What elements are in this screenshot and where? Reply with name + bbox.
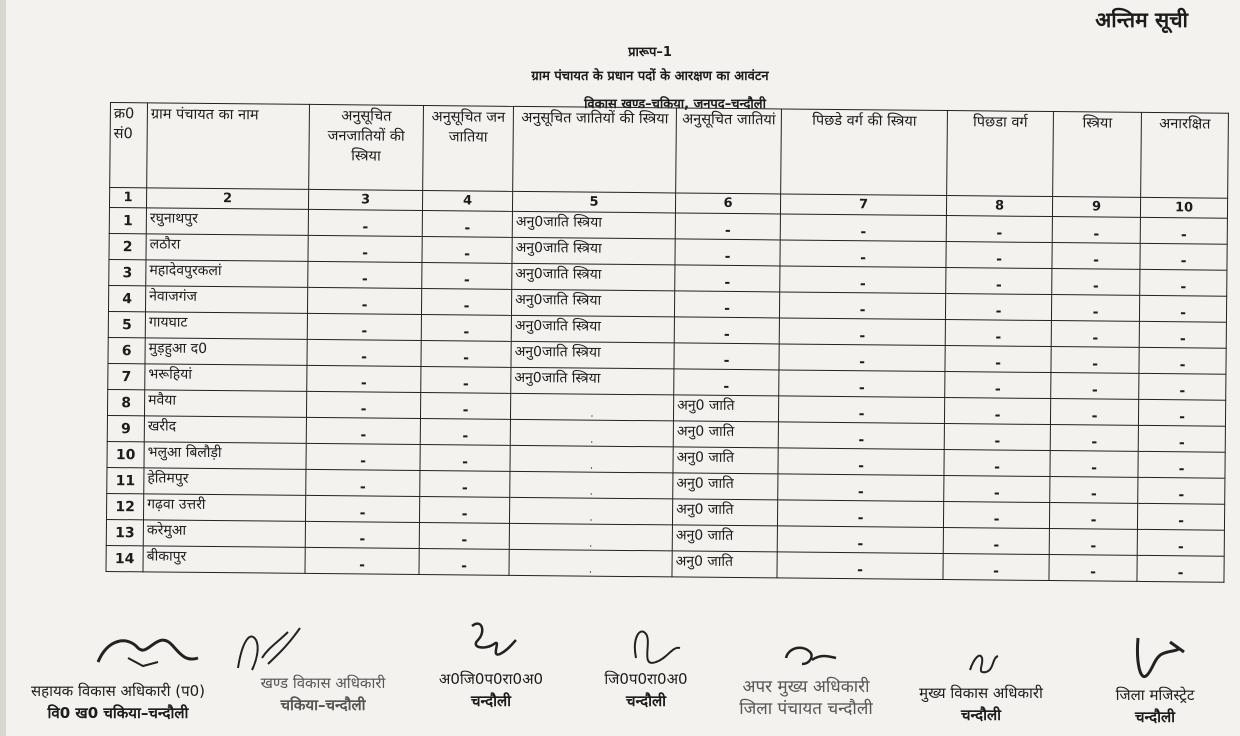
- cell-sc: अनु0 जाति: [672, 525, 777, 552]
- cell-st: -: [419, 548, 509, 575]
- cell-obc: -: [943, 528, 1049, 555]
- cell-women: -: [1051, 373, 1139, 400]
- col-number: 5: [512, 191, 675, 213]
- handwritten-signature-icon: [1080, 618, 1081, 619]
- table-body: [106, 207, 1227, 582]
- cell-st: -: [420, 418, 510, 445]
- col-number: 4: [422, 191, 512, 212]
- row-serial-number: 9: [107, 415, 144, 441]
- row-serial-number: 3: [109, 259, 146, 285]
- cell-sc-women: .: [510, 419, 673, 447]
- row-serial-number: 6: [108, 337, 145, 363]
- signatory-office: चन्दौली: [470, 692, 512, 710]
- signature-bdo: [228, 618, 418, 716]
- cell-sc: अनु0 जाति: [673, 421, 778, 448]
- col-header-obc-women: पिछडे वर्ग की स्त्रिया: [781, 109, 948, 196]
- gram-panchayat-name: गायघाट: [145, 312, 307, 340]
- cell-unreserved: -: [1140, 217, 1227, 244]
- cell-sc-women: .: [509, 523, 672, 551]
- gram-panchayat-name: मुड़हुआ द0: [145, 338, 307, 366]
- cell-obc-women: -: [779, 318, 945, 346]
- cell-sc: अनु0 जाति: [672, 499, 777, 526]
- cell-sc-women: अनु0जाति स्त्रिया: [511, 341, 674, 369]
- cell-sc-women: अनु0जाति स्त्रिया: [512, 211, 675, 239]
- signatory-designation: अपर मुख्य अधिकारी: [742, 677, 870, 697]
- signatory-designation: मुख्य विकास अधिकारी: [919, 684, 1043, 702]
- signature-district-magistrate: [1080, 618, 1230, 728]
- cell-unreserved: -: [1139, 347, 1226, 374]
- cell-women: -: [1050, 477, 1138, 504]
- cell-unreserved: -: [1137, 529, 1224, 556]
- cell-women: -: [1052, 243, 1140, 270]
- cell-obc-women: -: [780, 266, 946, 294]
- cell-st: -: [422, 263, 512, 290]
- cell-st: -: [422, 237, 512, 264]
- cell-sc: -: [674, 343, 779, 370]
- cell-unreserved: -: [1138, 477, 1225, 504]
- row-serial-number: 7: [108, 363, 145, 389]
- cell-obc-women: -: [778, 474, 944, 502]
- cell-sc: -: [674, 317, 779, 344]
- cell-obc-women: -: [777, 526, 943, 554]
- cell-obc: -: [945, 320, 1051, 347]
- cell-unreserved: -: [1139, 295, 1226, 322]
- signatory-office: चन्दौली: [1134, 708, 1176, 726]
- cell-obc: -: [943, 554, 1049, 581]
- cell-women: -: [1050, 425, 1138, 452]
- col-header-sc: अनुसूचित जातियां: [676, 108, 782, 194]
- cell-obc: -: [946, 268, 1052, 295]
- row-serial-number: 13: [106, 519, 143, 545]
- signatory-designation: खण्ड विकास अधिकारी: [260, 674, 386, 692]
- reservation-table: [105, 102, 1228, 583]
- cell-women: -: [1051, 321, 1139, 348]
- cell-obc-women: -: [778, 422, 944, 450]
- cell-st-women: -: [307, 313, 421, 340]
- cell-unreserved: -: [1137, 503, 1224, 530]
- signature-cdo: [896, 618, 1066, 726]
- cell-st-women: -: [305, 547, 419, 574]
- cell-st-women: -: [306, 417, 420, 444]
- cell-unreserved: -: [1138, 425, 1225, 452]
- cell-st-women: -: [308, 209, 422, 236]
- row-serial-number: 1: [109, 207, 146, 233]
- cell-sc-women: .: [509, 497, 672, 525]
- cell-unreserved: -: [1137, 555, 1224, 582]
- cell-sc-women: अनु0जाति स्त्रिया: [511, 367, 674, 395]
- cell-st-women: -: [306, 391, 420, 418]
- col-number: 2: [146, 188, 308, 210]
- row-serial-number: 11: [107, 467, 144, 493]
- signature-additional-cmo: [716, 618, 896, 720]
- handwritten-signature-icon: [416, 618, 417, 619]
- cell-women: -: [1052, 217, 1140, 244]
- col-header-sn: क्र0 सं0: [110, 103, 148, 188]
- gram-panchayat-name: करेमुआ: [143, 520, 305, 548]
- cell-st: -: [422, 211, 512, 238]
- gram-panchayat-name: लठौरा: [146, 234, 308, 262]
- row-serial-number: 5: [108, 311, 145, 337]
- col-header-obc: पिछडा वर्ग: [947, 111, 1054, 197]
- cell-unreserved: -: [1140, 269, 1227, 296]
- cell-sc: -: [674, 369, 779, 396]
- cell-obc: -: [945, 372, 1051, 399]
- cell-st-women: -: [308, 261, 422, 288]
- cell-obc: -: [945, 294, 1051, 321]
- col-number: 9: [1052, 197, 1140, 218]
- cell-obc-women: -: [777, 552, 943, 580]
- gram-panchayat-name: नेवाजगंज: [145, 286, 307, 314]
- signatory-designation: जि0प0रा0अ0: [604, 670, 688, 688]
- col-number: 3: [308, 189, 422, 210]
- cell-obc-women: -: [780, 240, 946, 268]
- col-number: 7: [780, 194, 946, 216]
- signatory-office: चन्दौली: [625, 692, 667, 710]
- signature-block: [0, 618, 1240, 736]
- signatory-designation: जिला मजिस्ट्रेट: [1115, 686, 1195, 704]
- row-serial-number: 2: [109, 233, 146, 259]
- cell-st-women: -: [306, 469, 420, 496]
- signatory-office: चन्दौली: [960, 706, 1002, 724]
- cell-obc: -: [943, 502, 1049, 529]
- cell-unreserved: -: [1138, 399, 1225, 426]
- cell-st-women: -: [305, 495, 419, 522]
- handwritten-signature-icon: [8, 618, 9, 619]
- cell-women: -: [1050, 451, 1138, 478]
- signatory-office: चकिया–चन्दौली: [280, 696, 366, 714]
- cell-sc: अनु0 जाति: [673, 395, 778, 422]
- cell-obc-women: -: [777, 500, 943, 528]
- handwritten-signature-icon: [576, 618, 577, 619]
- document-title: ग्राम पंचायत के प्रधान पदों के आरक्षण का आवंटन: [531, 69, 769, 84]
- cell-sc-women: अनु0जाति स्त्रिया: [512, 237, 675, 265]
- cell-unreserved: -: [1139, 373, 1226, 400]
- cell-women: -: [1051, 295, 1139, 322]
- cell-obc: -: [946, 242, 1052, 269]
- cell-sc: अनु0 जाति: [672, 551, 777, 578]
- cell-obc: -: [944, 424, 1050, 451]
- signatory-designation: सहायक विकास अधिकारी (प0): [30, 682, 206, 700]
- cell-obc: -: [944, 450, 1050, 477]
- signature-assistant-dev-officer: [8, 618, 228, 724]
- cell-women: -: [1049, 503, 1137, 530]
- cell-st: -: [421, 314, 511, 341]
- cell-st: -: [421, 289, 511, 316]
- cell-sc: -: [675, 265, 780, 292]
- row-serial-number: 4: [108, 285, 145, 311]
- signatory-designation: अ0जि0प0रा0अ0: [438, 670, 544, 688]
- cell-obc-women: -: [778, 448, 944, 476]
- cell-st-women: -: [307, 287, 421, 314]
- gram-panchayat-name: भरूहियां: [145, 364, 307, 392]
- cell-sc-women: .: [510, 445, 673, 473]
- cell-sc: -: [674, 291, 779, 318]
- cell-sc-women: .: [509, 549, 672, 577]
- cell-obc-women: -: [780, 214, 946, 242]
- block-district-label: विकास खण्ड–चकिया, जनपद–चन्दौली: [584, 97, 766, 112]
- cell-obc: -: [944, 398, 1050, 425]
- cell-sc-women: .: [510, 471, 673, 499]
- cell-sc-women: अनु0जाति स्त्रिया: [511, 315, 674, 343]
- handwritten-signature-icon: [228, 618, 229, 619]
- cell-sc-women: अनु0जाति स्त्रिया: [512, 263, 675, 291]
- cell-st-women: -: [306, 443, 420, 470]
- col-header-st: अनुसूचित जन जातिया: [423, 106, 514, 192]
- cell-obc-women: -: [779, 292, 945, 320]
- cell-women: -: [1050, 399, 1138, 426]
- cell-women: -: [1052, 269, 1140, 296]
- row-serial-number: 8: [107, 389, 144, 415]
- cell-st-women: -: [307, 339, 421, 366]
- cell-st: -: [420, 392, 510, 419]
- cell-sc: अनु0 जाति: [673, 447, 778, 474]
- signature-adpro: [416, 618, 566, 712]
- cell-st-women: -: [308, 235, 422, 262]
- col-header-st-women: अनुसूचित जनजातियों की स्त्रिया: [309, 104, 424, 190]
- cell-st: -: [421, 366, 511, 393]
- cell-unreserved: -: [1138, 451, 1225, 478]
- cell-unreserved: -: [1140, 243, 1227, 270]
- final-list-label: अन्तिम सूची: [1095, 8, 1188, 32]
- signatory-office: जिला पंचायत चन्दौली: [739, 699, 873, 719]
- gram-panchayat-name: भलुआ बिलौड़ी: [144, 442, 306, 470]
- gram-panchayat-name: मवैया: [144, 390, 306, 418]
- header-row: [110, 103, 1229, 199]
- col-header-sc-women: अनुसूचित जातियों की स्त्रिया: [513, 106, 677, 193]
- handwritten-signature-icon: [716, 618, 717, 619]
- col-number: 1: [109, 188, 146, 208]
- col-number: 6: [675, 193, 780, 214]
- cell-st: -: [419, 496, 509, 523]
- cell-st-women: -: [307, 365, 421, 392]
- cell-obc-women: -: [779, 344, 945, 372]
- col-number: 10: [1140, 197, 1227, 218]
- handwritten-signature-icon: [896, 618, 897, 619]
- row-serial-number: 12: [106, 493, 143, 519]
- cell-st: -: [421, 340, 511, 367]
- cell-women: -: [1051, 347, 1139, 374]
- cell-st: -: [420, 470, 510, 497]
- row-serial-number: 14: [106, 545, 143, 571]
- signature-dpro: [576, 618, 716, 712]
- cell-sc: -: [675, 213, 780, 240]
- col-header-unreserved: अनारक्षित: [1141, 112, 1229, 198]
- cell-unreserved: -: [1139, 321, 1226, 348]
- cell-women: -: [1049, 555, 1137, 582]
- gram-panchayat-name: हेतिमपुर: [144, 468, 306, 496]
- cell-obc: -: [945, 346, 1051, 373]
- cell-obc-women: -: [779, 370, 945, 398]
- cell-obc: -: [946, 216, 1052, 243]
- gram-panchayat-name: खरीद: [144, 416, 306, 444]
- col-header-name: ग्राम पंचायत का नाम: [147, 103, 310, 190]
- col-number: 8: [946, 196, 1052, 217]
- cell-st: -: [420, 444, 510, 471]
- cell-obc-women: -: [778, 396, 944, 424]
- form-label: प्रारूप–1: [628, 45, 672, 60]
- cell-st-women: -: [305, 521, 419, 548]
- cell-sc-women: अनु0जाति स्त्रिया: [511, 289, 674, 317]
- gram-panchayat-name: रघुनाथपुर: [146, 208, 308, 236]
- cell-sc-women: .: [510, 393, 673, 421]
- signatory-office: वि0 ख0 चकिया–चन्दौली: [47, 704, 189, 722]
- col-header-women: स्त्रिया: [1053, 112, 1142, 198]
- gram-panchayat-name: महादेवपुरकलां: [146, 260, 308, 288]
- cell-sc: -: [675, 239, 780, 266]
- cell-women: -: [1049, 529, 1137, 556]
- cell-obc: -: [944, 476, 1050, 503]
- gram-panchayat-name: गढ़वा उत्तरी: [143, 494, 305, 522]
- cell-sc: अनु0 जाति: [673, 473, 778, 500]
- cell-st: -: [419, 522, 509, 549]
- gram-panchayat-name: बीकापुर: [143, 546, 305, 574]
- row-serial-number: 10: [107, 441, 144, 467]
